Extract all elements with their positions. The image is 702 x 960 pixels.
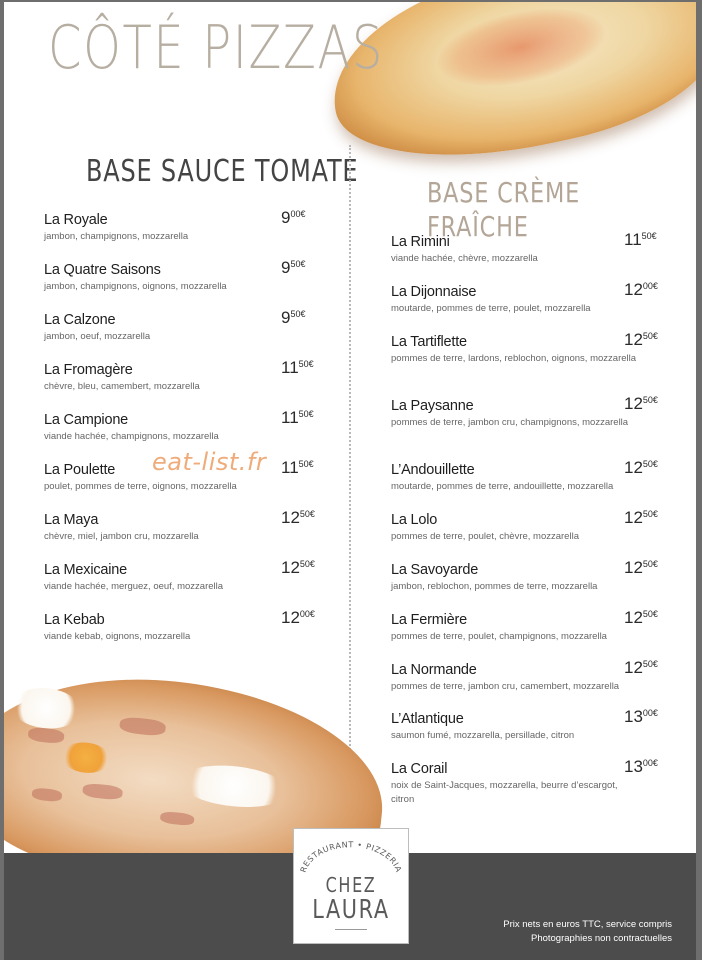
menu-item xyxy=(44,262,304,294)
item-name: La Mexicaine xyxy=(44,562,128,578)
item-name: L’Atlantique xyxy=(391,711,464,727)
item-description: chèvre, bleu, camembert, mozzarella xyxy=(44,381,200,392)
item-description: pommes de terre, poulet, chèvre, mozzarella xyxy=(391,531,579,542)
item-name: La Lolo xyxy=(391,512,438,528)
price-main: 11 xyxy=(281,358,299,377)
price-cents: 00€ xyxy=(642,758,658,768)
item-price xyxy=(624,558,658,578)
price-cents: 50€ xyxy=(298,409,314,419)
menu-item xyxy=(44,212,304,244)
menu-item xyxy=(391,761,641,807)
pizza-egg xyxy=(9,685,83,732)
footnote-photos: Photographies non contractuelles xyxy=(530,932,672,944)
item-price xyxy=(281,508,315,528)
price-main: 12 xyxy=(624,330,643,349)
price-cents: 50€ xyxy=(642,559,658,569)
pizza-ham xyxy=(160,811,195,826)
item-name: La Maya xyxy=(44,512,99,528)
item-price xyxy=(624,757,658,777)
item-description: pommes de terre, poulet, champignons, mozzarella xyxy=(391,631,607,642)
item-price xyxy=(624,394,658,414)
item-name: La Kebab xyxy=(44,612,105,628)
menu-item xyxy=(391,662,641,694)
menu-item xyxy=(391,284,641,316)
restaurant-logo xyxy=(293,828,409,944)
heading-base-creme: BASE CRÈME FRAÎCHE xyxy=(427,176,581,243)
item-description: jambon, champignons, oignons, mozzarella xyxy=(44,281,227,292)
price-main: 12 xyxy=(624,394,643,413)
menu-item xyxy=(44,412,304,444)
item-description: poulet, pommes de terre, oignons, mozzarella xyxy=(44,481,237,492)
item-description: pommes de terre, lardons, reblochon, oignons, mozzarella xyxy=(391,353,637,364)
logo-line-laura: LAURA xyxy=(312,895,390,925)
pizza-ham xyxy=(119,716,166,737)
price-cents: 50€ xyxy=(299,559,315,569)
price-cents: 50€ xyxy=(642,509,658,519)
price-main: 12 xyxy=(624,280,643,299)
price-main: 12 xyxy=(624,658,643,677)
menu-item xyxy=(391,562,641,594)
menu-item xyxy=(391,234,641,266)
item-name: La Dijonnaise xyxy=(391,284,477,300)
pizza-yolk xyxy=(60,740,113,775)
pizza-topping xyxy=(431,2,612,99)
price-main: 11 xyxy=(281,408,299,427)
menu-item xyxy=(391,612,641,644)
price-main: 9 xyxy=(281,308,291,327)
menu-item xyxy=(44,612,304,644)
price-cents: 50€ xyxy=(642,609,658,619)
price-cents: 50€ xyxy=(641,231,657,241)
item-price xyxy=(281,558,315,578)
item-name: La Fermière xyxy=(391,612,467,628)
item-name: La Calzone xyxy=(44,312,116,328)
item-price xyxy=(281,408,314,428)
pizza-ham xyxy=(31,787,62,802)
price-cents: 50€ xyxy=(642,659,658,669)
item-description: viande hachée, chèvre, mozzarella xyxy=(391,253,538,264)
item-price xyxy=(624,707,658,727)
menu-item xyxy=(391,512,641,544)
price-cents: 50€ xyxy=(298,459,314,469)
price-main: 13 xyxy=(624,757,643,776)
item-description: chèvre, miel, jambon cru, mozzarella xyxy=(44,531,199,542)
item-description: moutarde, pommes de terre, poulet, mozzarella xyxy=(391,303,591,314)
item-description: moutarde, pommes de terre, andouillette, mozzarella xyxy=(391,481,614,492)
item-name: La Normande xyxy=(391,662,477,678)
menu-item xyxy=(391,711,641,743)
item-description: pommes de terre, jambon cru, champignons, mozzarella xyxy=(391,417,629,428)
footnote-prices: Prix nets en euros TTC, service compris xyxy=(503,919,672,930)
menu-item xyxy=(44,512,304,544)
item-price xyxy=(624,230,657,250)
item-price xyxy=(281,258,306,278)
logo-rule xyxy=(335,929,367,930)
item-price xyxy=(281,208,306,228)
item-name: La Corail xyxy=(391,761,448,777)
price-main: 11 xyxy=(624,230,642,249)
price-main: 12 xyxy=(624,508,643,527)
item-price xyxy=(624,508,658,528)
price-cents: 50€ xyxy=(290,259,306,269)
price-cents: 00€ xyxy=(299,609,315,619)
price-main: 11 xyxy=(281,458,299,477)
item-name: La Paysanne xyxy=(391,398,474,414)
item-description: viande hachée, merguez, oeuf, mozzarella xyxy=(44,581,224,592)
price-cents: 50€ xyxy=(642,331,658,341)
menu-item xyxy=(391,462,641,494)
item-price xyxy=(624,280,658,300)
item-price xyxy=(624,658,658,678)
item-name: L’Andouillette xyxy=(391,462,475,478)
item-price xyxy=(624,458,658,478)
item-description: pommes de terre, jambon cru, camembert, mozzarella xyxy=(391,681,620,692)
item-price xyxy=(624,608,658,628)
item-name: La Fromagère xyxy=(44,362,133,378)
price-cents: 00€ xyxy=(642,708,658,718)
price-main: 12 xyxy=(624,608,643,627)
logo-line-chez: CHEZ xyxy=(325,873,377,897)
item-description: jambon, oeuf, mozzarella xyxy=(44,331,151,342)
price-main: 9 xyxy=(281,208,291,227)
item-description: viande kebab, oignons, mozzarella xyxy=(44,631,191,642)
page-title: CÔTÉ PIZZAS xyxy=(48,13,384,83)
item-name: La Poulette xyxy=(44,462,116,478)
item-description: jambon, reblochon, pommes de terre, mozzarella xyxy=(391,581,598,592)
price-main: 12 xyxy=(624,458,643,477)
logo-arc-label: RESTAURANT • PIZZERIA xyxy=(298,840,404,873)
price-main: 12 xyxy=(281,508,300,527)
item-description: viande hachée, champignons, mozzarella xyxy=(44,431,219,442)
item-price xyxy=(281,608,315,628)
item-name: La Quatre Saisons xyxy=(44,262,161,278)
column-divider xyxy=(349,145,351,805)
price-cents: 50€ xyxy=(642,459,658,469)
item-description: noix de Saint-Jacques, mozzarella, beurre d’escargot, citron xyxy=(391,780,618,805)
price-main: 9 xyxy=(281,258,291,277)
price-cents: 50€ xyxy=(642,395,658,405)
logo-arc-text xyxy=(294,833,408,873)
pizza-ham xyxy=(28,727,65,745)
menu-item xyxy=(44,362,304,394)
item-price xyxy=(281,358,314,378)
menu-item xyxy=(391,398,641,430)
price-main: 12 xyxy=(281,608,300,627)
watermark: eat-list.fr xyxy=(152,448,267,476)
price-main: 12 xyxy=(281,558,300,577)
price-cents: 50€ xyxy=(290,309,306,319)
price-cents: 00€ xyxy=(642,281,658,291)
item-price xyxy=(624,330,658,350)
pizza-ham xyxy=(82,783,123,801)
price-main: 12 xyxy=(624,558,643,577)
menu-item xyxy=(391,334,641,366)
heading-base-tomate: BASE SAUCE TOMATE xyxy=(86,154,359,189)
item-price xyxy=(281,458,314,478)
item-price xyxy=(281,308,306,328)
item-name: La Savoyarde xyxy=(391,562,479,578)
item-name: La Rimini xyxy=(391,234,450,250)
item-description: jambon, champignons, mozzarella xyxy=(44,231,189,242)
menu-page xyxy=(4,2,696,960)
price-cents: 50€ xyxy=(299,509,315,519)
price-main: 13 xyxy=(624,707,643,726)
item-name: La Campione xyxy=(44,412,129,428)
price-cents: 00€ xyxy=(290,209,306,219)
pizza-egg xyxy=(177,761,291,812)
menu-item xyxy=(44,562,304,594)
item-name: La Royale xyxy=(44,212,108,228)
price-cents: 50€ xyxy=(298,359,314,369)
menu-item xyxy=(44,312,304,344)
svg-text:RESTAURANT • PIZZERIA xyxy=(299,840,404,873)
footnote xyxy=(503,918,672,946)
item-description: saumon fumé, mozzarella, persillade, citron xyxy=(391,730,575,741)
item-name: La Tartiflette xyxy=(391,334,467,350)
